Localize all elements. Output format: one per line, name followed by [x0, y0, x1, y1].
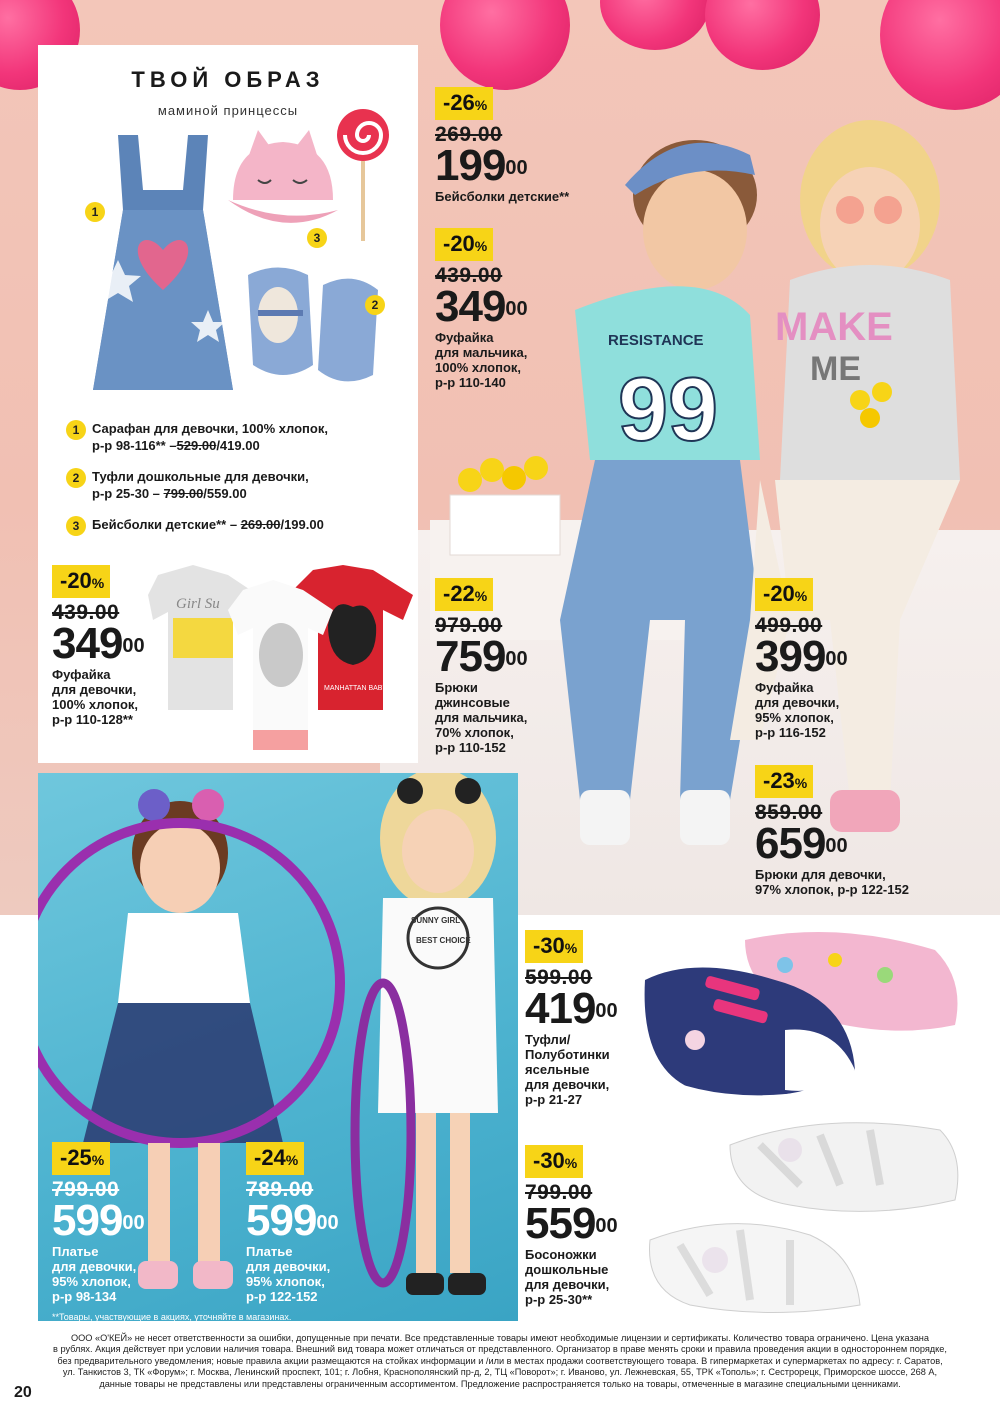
item-text: Сарафан для девочки, 100% хлопок,: [92, 421, 328, 436]
old-price: 799.00: [525, 1181, 593, 1204]
desc-line: джинсовые: [435, 695, 510, 710]
desc-line: 100% хлопок,: [435, 360, 522, 375]
desc-line: для девочки,: [246, 1259, 331, 1274]
item-text: Бейсболки детские** –: [92, 517, 241, 532]
price-main: 659: [755, 819, 826, 868]
boy-tee-text: RESISTANCE: [608, 332, 704, 349]
discount-value: -26: [443, 90, 475, 115]
price-main: 349: [52, 619, 123, 668]
marker-1: 1: [85, 202, 105, 222]
discount-value: -20: [763, 581, 795, 606]
discount-value: -30: [533, 1148, 565, 1173]
disclaimer-line: ООО «О'КЕЙ» не несет ответственности за ошибки, допущенные при печати. Все представленные товары имеют необходимые лицензии и сертификаты. Количество товара ограничено. Цена указана: [70, 1333, 929, 1343]
discount-badge: [246, 1142, 304, 1175]
desc-line: Полуботинки: [525, 1047, 610, 1062]
new-price: [435, 282, 528, 331]
discount-badge: [755, 765, 813, 798]
old-price: 799.00: [52, 1178, 120, 1201]
desc-line: Фуфайка: [52, 667, 111, 682]
desc-line: для мальчика,: [435, 345, 528, 360]
old-price: 269.00: [435, 123, 503, 146]
offer-girl-tee-card: [52, 565, 145, 727]
desc-line: для девочки,: [755, 695, 840, 710]
disclaimer-line: без предварительного уведомления; новые правила акции размещаются на стойках информации и /или в местах продажи соответствующего товара. В гипермаркетах и супермаркетах по адресу: г. Саратов,: [57, 1355, 943, 1366]
product-description: [52, 1244, 145, 1304]
price-cents: 00: [825, 835, 848, 857]
old-price: 499.00: [755, 614, 823, 637]
offer-sandals: [525, 1145, 618, 1307]
desc-line: р-р 21-27: [525, 1092, 583, 1107]
pink-cap-image: [223, 130, 343, 245]
new-price: [435, 632, 528, 681]
desc-line: Платье: [52, 1244, 99, 1259]
new-price: [52, 1196, 145, 1245]
desc-line: 95% хлопок,: [52, 1274, 131, 1289]
offer-toddler-shoes: [525, 930, 618, 1107]
offer-dress-1: [52, 1142, 145, 1304]
new-price: [246, 1196, 339, 1245]
discount-badge: [525, 1145, 583, 1178]
desc-line: для девочки,: [52, 1259, 137, 1274]
discount-pct: %: [474, 588, 488, 604]
price-main: 599: [246, 1196, 317, 1245]
old-price: 859.00: [755, 801, 823, 824]
item-old-price: 529.00: [176, 438, 217, 453]
item-size: р-р 98-116** –: [92, 438, 177, 453]
footnote: **Товары, участвующие в акциях, уточняйте в магазинах.: [52, 1312, 292, 1322]
old-price: 439.00: [435, 264, 503, 287]
price-cents: 00: [505, 298, 528, 320]
price-cents: 00: [825, 648, 848, 670]
price-main: 199: [435, 141, 506, 190]
old-price: 439.00: [52, 601, 120, 624]
price-cents: 00: [505, 157, 528, 179]
price-cents: 00: [122, 1212, 145, 1234]
item-new-price: /559.00: [203, 486, 247, 501]
product-description: [246, 1244, 339, 1304]
desc-line: Фуфайка: [435, 330, 494, 345]
discount-pct: %: [474, 238, 488, 254]
desc-line: р-р 25-30**: [525, 1292, 593, 1307]
discount-value: -24: [254, 1145, 286, 1170]
discount-pct: %: [564, 1155, 578, 1171]
disclaimer-line: в рублях. Акция действует при условии наличия товара. Внешний вид товара может отличаться от представленного. Организатор в праве менять сроки и правила проведения акции в одностороннем порядке,: [53, 1344, 947, 1355]
discount-value: -22: [443, 581, 475, 606]
girl-tee-text-1: MAKE: [775, 305, 893, 349]
desc-line: 95% хлопок,: [755, 710, 834, 725]
desc-line: р-р 110-140: [435, 375, 506, 390]
product-description: [435, 330, 528, 390]
desc-line: р-р 98-134: [52, 1289, 117, 1304]
offer-girl-pants: [755, 765, 909, 897]
discount-value: -23: [763, 768, 795, 793]
item-new-price: /199.00: [280, 517, 324, 532]
product-description: [435, 680, 528, 755]
price-main: 599: [52, 1196, 123, 1245]
discount-pct: %: [91, 1152, 105, 1168]
desc-line: Брюки для девочки,: [755, 867, 886, 882]
desc-line: р-р 116-152: [755, 725, 826, 740]
discount-value: -25: [60, 1145, 92, 1170]
price-cents: 00: [505, 648, 528, 670]
desc-line: р-р 110-128**: [52, 712, 133, 727]
desc-line: для девочки,: [525, 1277, 610, 1292]
blue-shoes-image: [238, 255, 388, 395]
new-price: [435, 141, 569, 190]
product-description: [52, 667, 145, 727]
price-main: 349: [435, 282, 506, 331]
price-cents: 00: [316, 1212, 339, 1234]
discount-pct: %: [794, 588, 808, 604]
item-old-price: 799.00: [163, 486, 204, 501]
product-description: [525, 1247, 618, 1307]
discount-badge: [525, 930, 583, 963]
discount-value: -20: [443, 231, 475, 256]
old-price: 599.00: [525, 966, 593, 989]
item-number: 3: [66, 516, 86, 536]
desc-line: 97% хлопок, р-р 122-152: [755, 882, 909, 897]
desc-line: Фуфайка: [755, 680, 814, 695]
boy-tee-number: 99: [618, 360, 719, 460]
disclaimer-line: данные товары не представлены или представлены ограниченным ассортиментом. Предложение распространяется только на товары, отмеченные в магазине специальными ценниками.: [99, 1378, 901, 1389]
price-cents: 00: [122, 635, 145, 657]
marker-3: 3: [307, 228, 327, 248]
price-cents: 00: [595, 1215, 618, 1237]
price-cents: 00: [595, 1000, 618, 1022]
discount-pct: %: [564, 940, 578, 956]
new-price: [525, 1199, 618, 1248]
product-description: [755, 680, 848, 740]
item-number: 1: [66, 420, 86, 440]
desc-line: Бейсболки детские**: [435, 189, 570, 204]
girl-tees-image: [148, 560, 418, 760]
desc-line: для девочки,: [525, 1077, 610, 1092]
desc-line: р-р 122-152: [246, 1289, 318, 1304]
desc-line: ясельные: [525, 1062, 590, 1077]
discount-badge: [435, 228, 493, 261]
old-price: 979.00: [435, 614, 503, 637]
desc-line: Туфли/: [525, 1032, 571, 1047]
dress-print-text-2: BEST CHOICE: [416, 936, 471, 945]
offer-jeans: [435, 578, 528, 755]
discount-badge: [755, 578, 813, 611]
desc-line: р-р 110-152: [435, 740, 506, 755]
desc-line: для мальчика,: [435, 710, 528, 725]
disclaimer-line: ул. Танкистов 3, ТК «Форум»; г. Москва, Ленинский проспект, 101; г. Лобня, Краснополянский пр-д, 2, ТЦ «Поворот»; г. Иваново, ул. Лежневская, 55, ТРК «Тополь»; г. Сестрорецк, Приморское шоссе, 268 А,: [62, 1367, 938, 1378]
item-text: Туфли дошкольные для девочки,: [92, 469, 309, 484]
price-main: 419: [525, 984, 596, 1033]
toddler-shoes-image: [635, 920, 970, 1120]
girl-tee-text-2: ME: [810, 350, 861, 388]
discount-badge: [52, 565, 110, 598]
discount-badge: [435, 578, 493, 611]
old-price: 789.00: [246, 1178, 314, 1201]
discount-pct: %: [91, 575, 105, 591]
offer-boy-tee: [435, 228, 528, 390]
desc-line: 95% хлопок,: [246, 1274, 325, 1289]
product-description: [525, 1032, 618, 1107]
offer-girl-tee: [755, 578, 848, 740]
desc-line: 70% хлопок,: [435, 725, 514, 740]
discount-badge: [52, 1142, 110, 1175]
lollipop-image: [333, 105, 393, 245]
look-item-cap: [66, 516, 406, 533]
look-item-shoes: [66, 468, 406, 502]
item-new-price: /419.00: [216, 438, 260, 453]
price-main: 759: [435, 632, 506, 681]
discount-pct: %: [285, 1152, 299, 1168]
item-old-price: 269.00: [240, 517, 281, 532]
new-price: [755, 819, 909, 868]
discount-value: -20: [60, 568, 92, 593]
discount-pct: %: [474, 97, 488, 113]
desc-line: Брюки: [435, 680, 478, 695]
desc-line: для девочки,: [52, 682, 137, 697]
desc-line: 100% хлопок,: [52, 697, 139, 712]
item-number: 2: [66, 468, 86, 488]
discount-value: -30: [533, 933, 565, 958]
legal-disclaimer: [38, 1333, 962, 1390]
desc-line: Платье: [246, 1244, 293, 1259]
look-items-list: [66, 420, 406, 547]
desc-line: Босоножки: [525, 1247, 597, 1262]
offer-dress-2: [246, 1142, 339, 1304]
product-description: [435, 189, 569, 204]
marker-2: 2: [365, 295, 385, 315]
white-sandals-image: [640, 1105, 970, 1320]
discount-badge: [435, 87, 493, 120]
item-size: р-р 25-30 –: [92, 486, 164, 501]
dress-print-text-1: SUNNY GIRL: [411, 916, 461, 925]
new-price: [755, 632, 848, 681]
new-price: [52, 619, 145, 668]
price-main: 399: [755, 632, 826, 681]
card-title: ТВОЙ ОБРАЗ: [131, 67, 325, 92]
discount-pct: %: [794, 775, 808, 791]
desc-line: дошкольные: [525, 1262, 609, 1277]
card-tee-text-2: MANHATTAN BABY!: [324, 685, 390, 692]
page-number: 20: [14, 1384, 32, 1401]
offer-caps: [435, 87, 569, 204]
look-item-sundress: [66, 420, 406, 454]
card-tee-text-1: Girl Su: [176, 596, 220, 612]
card-subtitle: маминой принцессы: [157, 103, 299, 118]
product-description: [755, 867, 909, 897]
denim-sundress-image: [83, 130, 243, 400]
price-main: 559: [525, 1199, 596, 1248]
new-price: [525, 984, 618, 1033]
